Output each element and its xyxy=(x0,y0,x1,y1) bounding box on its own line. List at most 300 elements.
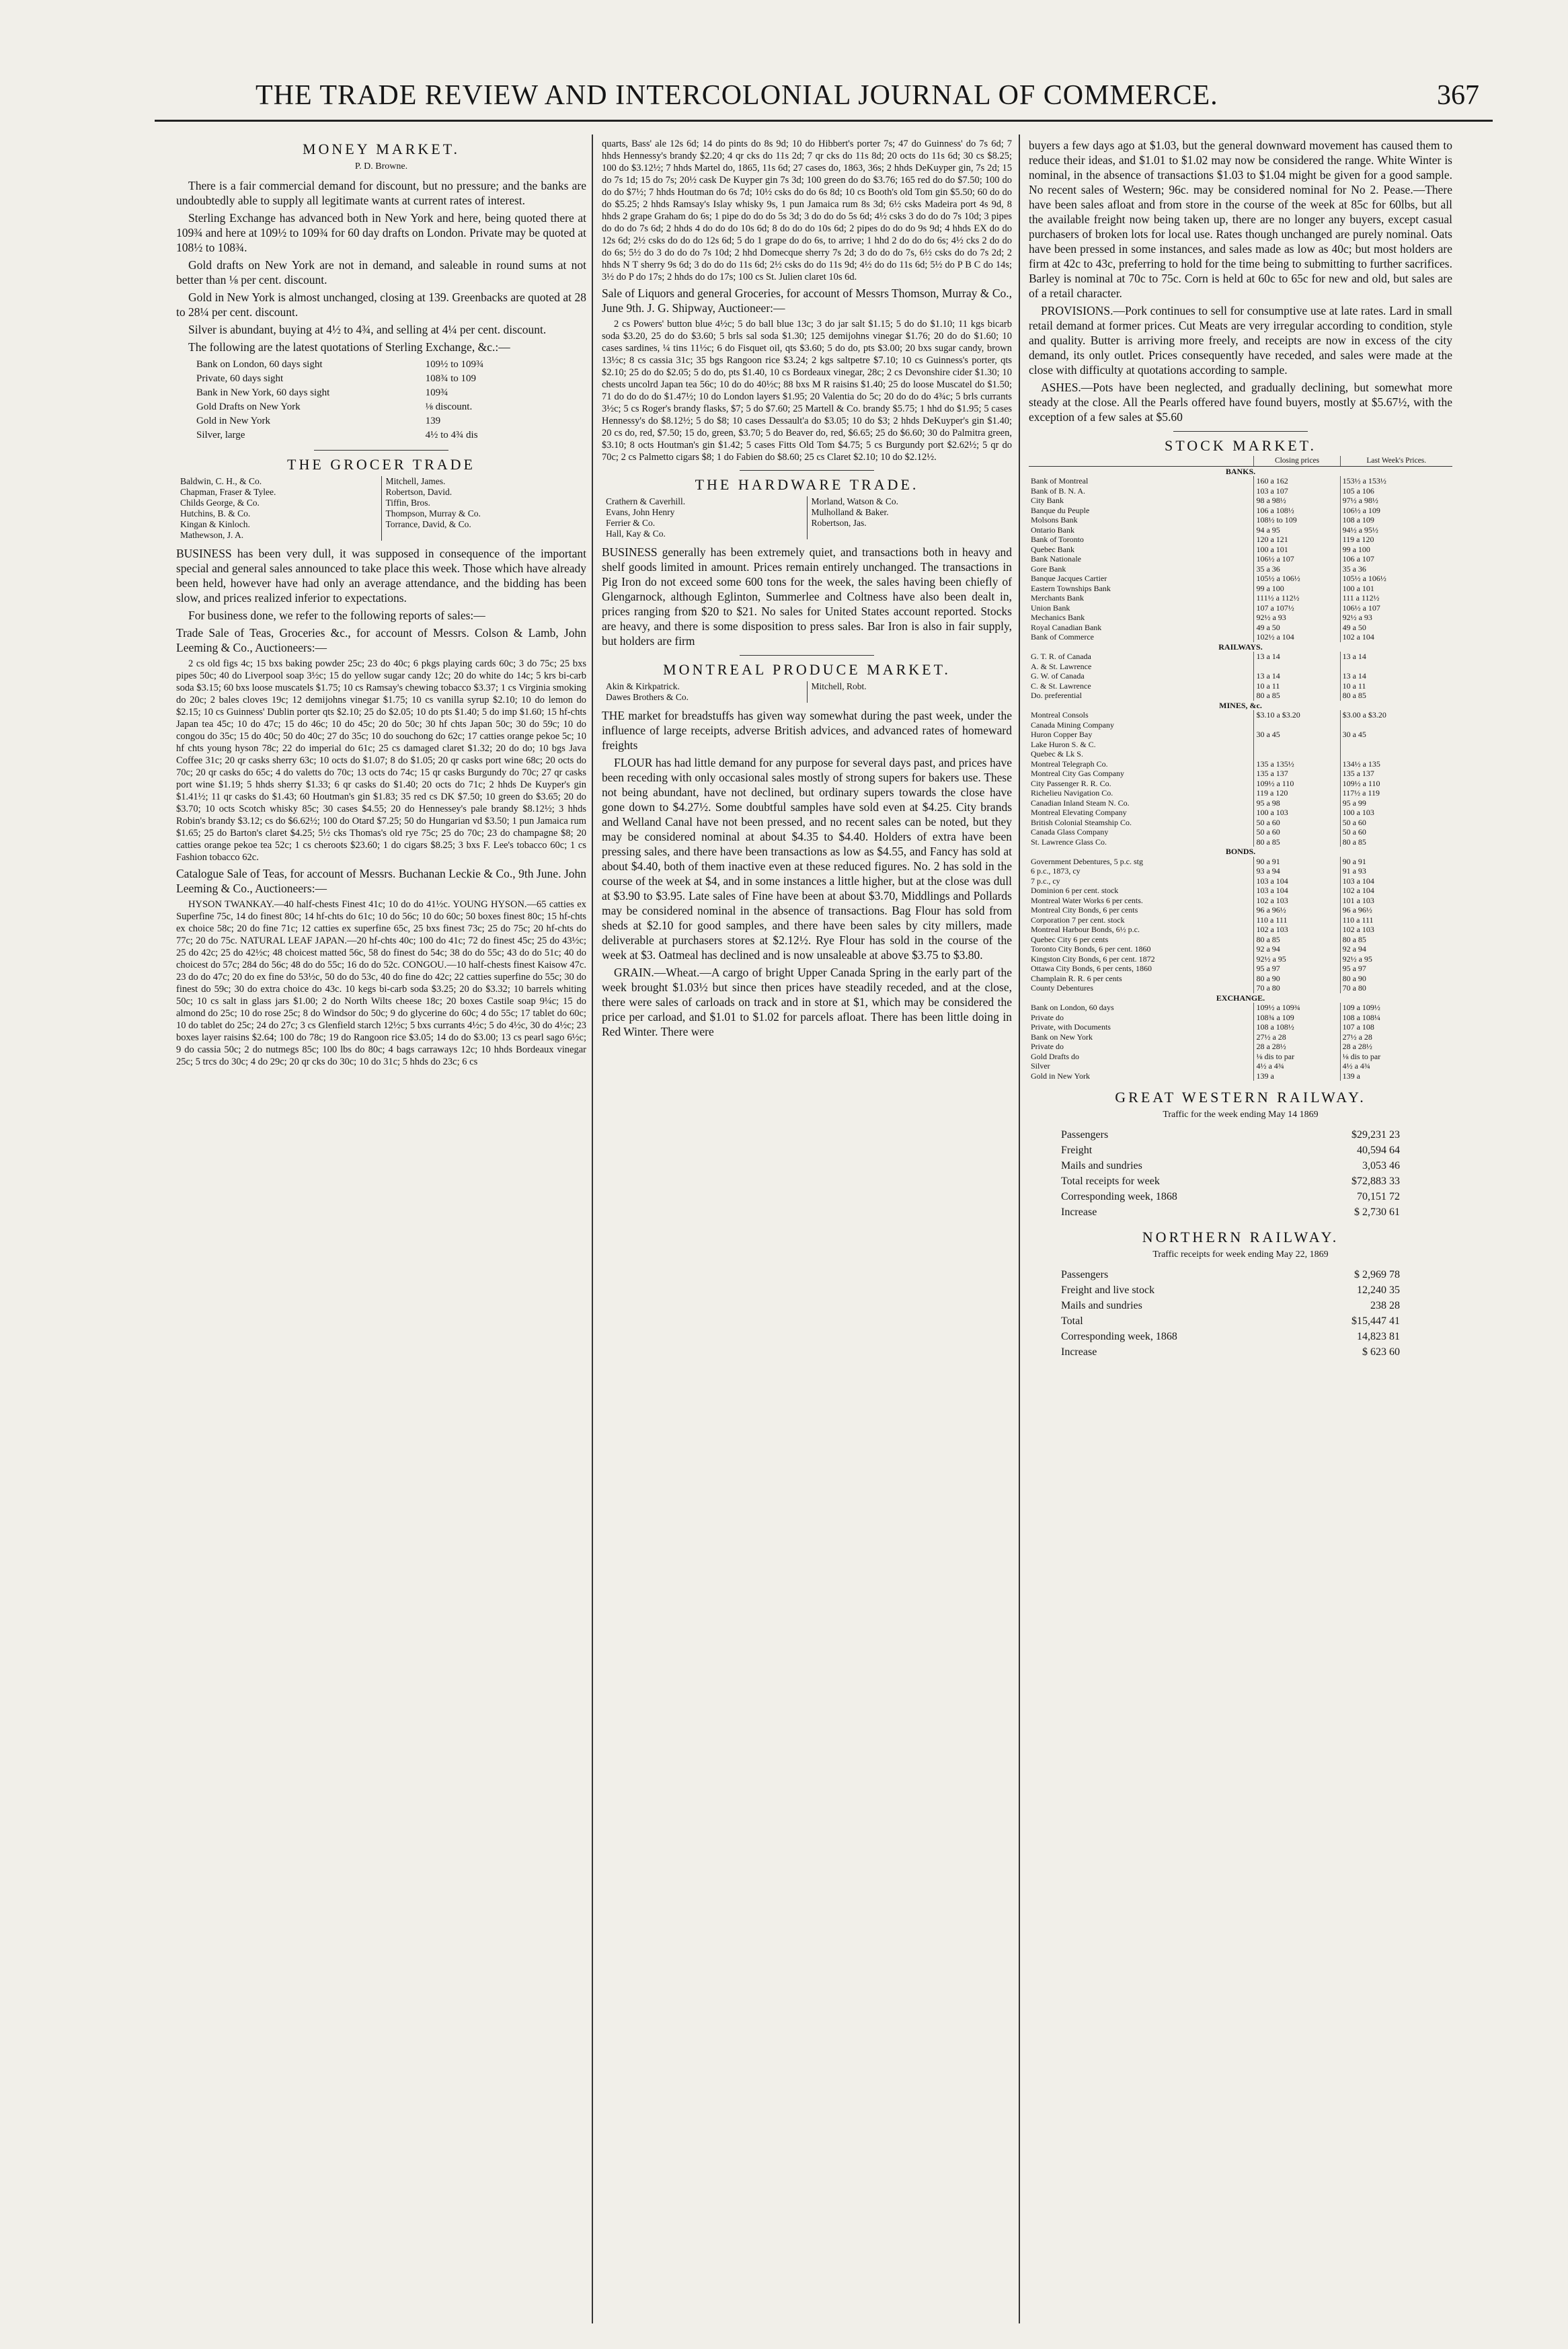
paragraph: GRAIN.—Wheat.—A cargo of bright Upper Canada Spring in the early part of the week brought $1.03½ but since then prices have steadily receded, and at the close, there were sales of carloads on track and in store at $1, which may be considered the price per carload, and $1.01 to $1.02 for parcels afloat. There has been little doing in Red Winter. There were xyxy=(602,966,1012,1038)
stock-name: Private, with Documents xyxy=(1031,1022,1111,1032)
section-divider xyxy=(314,450,448,451)
stock-row xyxy=(1029,593,1452,603)
stock-last: 50 a 60 xyxy=(1340,827,1452,837)
grocer-agents xyxy=(176,476,586,541)
produce-market-heading: MONTREAL PRODUCE MARKET. xyxy=(663,661,951,678)
stock-last: 97½ a 98½ xyxy=(1340,496,1452,506)
stock-last xyxy=(1340,662,1452,672)
stock-last: 119 a 120 xyxy=(1340,535,1452,545)
stock-name: Silver xyxy=(1031,1061,1050,1071)
grocer-trade-heading: THE GROCER TRADE xyxy=(287,456,475,473)
stock-last: 80 a 90 xyxy=(1340,974,1452,984)
stock-last: 106½ a 109 xyxy=(1340,506,1452,516)
stock-name: Lake Huron S. & C. xyxy=(1031,739,1096,749)
stock-closing: 102½ a 104 xyxy=(1254,632,1340,642)
stock-name: Montreal City Gas Company xyxy=(1031,769,1124,778)
stock-last: 13 a 14 xyxy=(1340,652,1452,662)
stock-closing: 160 a 162 xyxy=(1254,476,1340,486)
sale-title: Catalogue Sale of Teas, for account of Messrs. Buchanan Leckie & Co., 9th June. John Leeming & Co., Auctioneers:— xyxy=(176,867,586,895)
stock-closing: 108¾ a 109 xyxy=(1254,1013,1340,1023)
paragraph: BUSINESS generally has been extremely quiet, and transactions both in heavy and shelf goods limited in amount. Prices remain entirely unchanged. The transactions in Pig Iron do not exceed some 600 tons for the week, the sales having been chiefly of Glengarnock, although Eglinton, Summerlee and Coltness have also been dealt in, prices ranging from $20 to $21. No sales for United States account reported. Stocks are heavy, and there is some disposition to press sales. Bar Iron is also in fair supply, but holders are firm xyxy=(602,545,1012,648)
stock-name: Kingston City Bonds, 6 per cent. 1872 xyxy=(1031,954,1155,964)
stock-closing: ⅛ dis to par xyxy=(1254,1052,1340,1062)
stock-row xyxy=(1029,935,1452,945)
stock-row xyxy=(1029,740,1452,750)
sale-body: 2 cs Powers' button blue 4½c; 5 do ball blue 13c; 3 do jar salt $1.15; 5 do do $1.10; 11 kgs bicarb soda $3.20, 25 do do $3.60; 5 brls sal soda $1.30; 125 demijohns vinegar $1.76; 20 do do $1.60; 10 cases sardines, ¼ tins 11½c; 6 do Fisquet oil, qts $3.60; 5 do do, pts $3.00; 20 bxs sugar candy, brown 13½c; 8 cs cassia 31c; 35 bgs Rangoon rice $3.24; 2 kgs saltpetre $7.10; 10 cs Guinness's porter, qts $2.10; 25 do do $2.05; 5 do do, pts $1.40, 10 cs Bordeaux vinegar, 28c; 2 cs Devonshire cider $1.30; 10 chests uncolrd Japan tea 56c; 10 do do 40½c; 88 bxs M R raisins $1.40; 25 do loose Muscatel do $1.50; 71 do do do do $1.47½; 10 do London layers $1.95; 20 Valentia do 5c; 20 do do do 4¾c; 5 brls currants 3½c; 5 cs Roger's brandy flasks, $7; 5 do $7.60; 25 Martell & Co. brandy $5.75; 1 hhd do $1.95; 5 cases Hennessy's do $8.12½; 5 do $8; 10 cases Dessault'a do $3.05; 10 do $3; 2 hhds DeKuyper's gin $1.40; 20 cs do, red, $7.50; 15 do, green, $3.70; 5 do Beaver do, red, $6.65; 25 do $6.60; 30 do Palmitra green, $3.10; 8 octs Houtman's gin $1.42; 5 cases Fitts Old Tom $4.75; 5 cs Burgundy port $2.62½; 5 qr do 70c; 2 cs Palmetto cigars $8; 1 do Fabien do $8.60; 25 cs Claret $2.10; 10 do $2.12½. xyxy=(602,319,1012,463)
stock-last: 108 a 108¼ xyxy=(1340,1013,1452,1023)
gwr-table xyxy=(1056,1126,1405,1221)
stock-section-row: EXCHANGE. xyxy=(1216,993,1265,1003)
stock-name: A. & St. Lawrence xyxy=(1031,661,1092,671)
stock-closing: 103 a 104 xyxy=(1254,876,1340,886)
stock-row xyxy=(1029,1022,1452,1032)
stock-row xyxy=(1029,652,1452,662)
stock-section-row: MINES, &c. xyxy=(1219,700,1262,710)
stock-row xyxy=(1029,779,1452,789)
stock-last: 96 a 96½ xyxy=(1340,905,1452,915)
stock-header-closing: Closing prices xyxy=(1254,456,1340,466)
page-number: 367 xyxy=(1437,80,1479,111)
column-rule xyxy=(592,134,593,2323)
stock-row xyxy=(1029,525,1452,535)
stock-row xyxy=(1029,964,1452,974)
stock-closing: 109½ a 109¾ xyxy=(1254,1003,1340,1013)
stock-closing xyxy=(1254,749,1340,759)
stock-closing: 70 a 80 xyxy=(1254,983,1340,993)
stock-name: Corporation 7 per cent. stock xyxy=(1031,915,1125,925)
stock-last: 108 a 109 xyxy=(1340,515,1452,525)
journal-title: THE TRADE REVIEW AND INTERCOLONIAL JOURNAL OF COMMERCE. xyxy=(256,80,1218,111)
stock-row xyxy=(1029,896,1452,906)
stock-last: 99 a 100 xyxy=(1340,545,1452,555)
stock-row xyxy=(1029,691,1452,701)
stock-name: County Debentures xyxy=(1031,983,1093,993)
stock-last: 92½ a 95 xyxy=(1340,954,1452,964)
stock-closing: 94 a 95 xyxy=(1254,525,1340,535)
stock-closing: 80 a 90 xyxy=(1254,974,1340,984)
paragraph: FLOUR has had little demand for any purpose for several days past, and prices have been receding with only occasional sales mostly of strong supers for bakers use. These not being abundant, have not declined, but ordinary supers towards the close have gone down to $4.27½. Some doubtful samples have sold even at $4.25. City brands and Welland Canal have not been pressed, and no recent sales can be noted, but they may be considered nominal at about $4.35 to $4.40. Holders of extra have been pressing sales, and there have been transactions as low as $4.55, and Fancy has sold at about $4.40, both of them inactive even at these reduced figures. No. 2 has sold in the course of the week at $4, and in some instances a little higher, but at the close was dull at $3.90 to $3.95. Late sales of Fine have been at about $3.70, Middlings and Pollards may be considered nominal in the absence of transactions. Bag Flour has sold from sheds at $2.10 for good samples, and there have been sales by city millers, made deliverable at purchasers stores at $2.12½. Rye Flour has sold in the course of the week at $3. Oatmeal has declined and is now unsaleable at above $3.75 to $3.80. xyxy=(602,756,1012,962)
traffic-row: Corresponding week, 1868 14,823 81 xyxy=(1061,1331,1400,1342)
stock-last: $3.00 a $3.20 xyxy=(1340,710,1452,720)
stock-row xyxy=(1029,886,1452,896)
stock-row xyxy=(1029,584,1452,594)
stock-closing: 28 a 28½ xyxy=(1254,1042,1340,1052)
stock-last: 100 a 103 xyxy=(1340,808,1452,818)
stock-row xyxy=(1029,603,1452,613)
stock-name: Montreal City Bonds, 6 per cents xyxy=(1031,905,1138,915)
stock-last: 102 a 104 xyxy=(1340,632,1452,642)
rate-row: Private, 60 days sight 108¾ to 109 xyxy=(196,373,477,384)
stock-closing: 111½ a 112½ xyxy=(1254,593,1340,603)
stock-name: Do. preferential xyxy=(1031,691,1082,700)
stock-row xyxy=(1029,876,1452,886)
stock-name: 6 p.c., 1873, cy xyxy=(1031,866,1081,876)
stock-row xyxy=(1029,905,1452,915)
stock-closing: 27½ a 28 xyxy=(1254,1032,1340,1042)
stock-closing xyxy=(1254,662,1340,672)
stock-name: Mechanics Bank xyxy=(1031,613,1085,622)
stock-name: Ottawa City Bonds, 6 per cents, 1860 xyxy=(1031,964,1152,973)
stock-last: 110 a 111 xyxy=(1340,915,1452,925)
stock-closing: 99 a 100 xyxy=(1254,584,1340,594)
stock-name: Bank of Commerce xyxy=(1031,632,1094,642)
stock-name: Bank on New York xyxy=(1031,1032,1093,1042)
stock-name: Montreal Harbour Bonds, 6½ p.c. xyxy=(1031,925,1140,934)
money-market-byline: P. D. Browne. xyxy=(354,161,408,171)
stock-last: 49 a 50 xyxy=(1340,623,1452,633)
stock-closing: 139 a xyxy=(1254,1071,1340,1081)
stock-closing: 102 a 103 xyxy=(1254,896,1340,906)
agents-right: Mitchell, James. Robertson, David. Tiffin, Bros. Thompson, Murray & Co. Torrance, David, & Co. xyxy=(381,476,587,541)
stock-name: Royal Canadian Bank xyxy=(1031,622,1102,632)
stock-last: 106 a 107 xyxy=(1340,554,1452,564)
paragraph: buyers a few days ago at $1.03, but the general downward movement has caused them to reduce their ideas, and $1.01 to $1.02 may now be considered the range. White Winter is nominal, in the absence of transactions $1.03 to $1.04 might be given for a good sample. No recent sales of Western; 96c. may be considered nominal for No 2. Pease.—There have been sales afloat and from store in the course of the week at 85c for 60lbs, but all the available freight now being taken up, there are no longer any buyers, except casual purchasers of broken lots for local use. Rates though unchanged are purely nominal. Oats have been pressed in some instances, and sales made as low as 40c; but most holders are firm at 42c to 43c, preferring to hold for the time being to submitting to further sacrifices. Barley is nominal at 70c to 75c. Corn is held at 60c to 65c for new and old, but sales are of a retail character. xyxy=(1029,139,1452,300)
stock-row xyxy=(1029,954,1452,964)
stock-name: Huron Copper Bay xyxy=(1031,730,1093,739)
stock-last: 50 a 60 xyxy=(1340,818,1452,828)
agents-left: Crathern & Caverhill. Evans, John Henry Ferrier & Co. Hall, Kay & Co. xyxy=(606,496,686,539)
stock-last xyxy=(1340,749,1452,759)
stock-row xyxy=(1029,662,1452,672)
stock-row xyxy=(1029,506,1452,516)
stock-last: 153½ a 153½ xyxy=(1340,476,1452,486)
stock-closing: 49 a 50 xyxy=(1254,623,1340,633)
money-market-heading: MONEY MARKET. xyxy=(302,141,461,157)
stock-closing: 90 a 91 xyxy=(1254,857,1340,867)
stock-closing: 50 a 60 xyxy=(1254,827,1340,837)
gwr-heading: GREAT WESTERN RAILWAY. xyxy=(1115,1089,1366,1106)
page-header xyxy=(155,79,1493,122)
stock-closing: 103 a 107 xyxy=(1254,486,1340,496)
stock-row xyxy=(1029,535,1452,545)
hardware-agents xyxy=(602,496,1012,539)
stock-name: Gold in New York xyxy=(1031,1071,1091,1081)
stock-closing: 110 a 111 xyxy=(1254,915,1340,925)
stock-row xyxy=(1029,925,1452,935)
sale-body: 2 cs old figs 4c; 15 bxs baking powder 25c; 23 do 40c; 6 pkgs playing cards 60c; 3 do 75c; 25 bxs pipes 50c; 40 do Liverpool soap 3½c; 15 do yellow sugar candy 12c; 20 do white do 14c; 5 krs bi-carb soda $3.15; 60 bxs loose muscatels $1.75; 10 cs Ramsay's chewing tobacco $3.37; 1 cs Virginia smoking do 20c; 2 bales cloves 19c; 12 demijohns vinegar $1.75; 10 cs vanilla syrup $2.10; 10 do lemon do $2.15; 10 cs Guinness' Dublin porter qts $2.10; 25 do $2.05; 10 do pts $1.40; 5 do imp $1.60; 15 hf-chts Japan tea 45c; 10 do 47c; 15 do 46c; 10 do 45c; 20 do 50c; 30 hf chts Japan 50c; 30 do 59c; 10 do congou do 35c; 15 do 40c; 50 do 40c; 27 do 35c; 10 do souchong do 62c; 17 catties orange pekoe 5c; 10 hf chts young hyson 78c; 22 do imperial do 61c; 25 cs damaged claret $1.32; 20 do do; 10 bgs Java Coffee 31c; 20 qr casks sherry 63c; 10 octs do $1.07; 8 do $1.05; 20 qr casks port wine 68c; 20 octs do 70c; 20 qr casks do 65c; 4 do valetts do 70c; 13 octs do 74c; 15 qr casks Burgundy do 70c; 27 qr casks port wine $1.19; 5 hhds sherry $1.33; 6 qr casks do $1.40; 20 octs do 71c; 2 hhds De Kuyper's gin $1.41½; 11 qr casks do $1.43; 60 Houtman's gin $1.83; 35 red cs DK $7.50; 10 green do $3.65; 20 do $3.70; 10 octs Scotch whisky 85c; 30 cases $4.55; 20 do Hennessey's pale brandy $8.12½; 3 hhds Robin's brandy $3.12; cs do $6.62½; 100 do Otard $7.25; 50 do Hungarian vd $3.50; 1 pun Jamaica rum $1.65; 25 do Barton's claret $4.25; 5½ cks Thomas's old rye 75c; 25 do 70c; 23 do champagne $8; 20 catties orange pekoe tea 52c; 1 cs cheroots $23.60; 1 do cigars $8.25; 3 bxs F. Lee's tobacco 60c; 1 cs Fashion tobacco 62c. xyxy=(176,658,586,863)
paragraph: Gold drafts on New York are not in demand, and saleable in round sums at not better than ⅛ per cent. discount. xyxy=(176,258,586,286)
stock-name: Richelieu Navigation Co. xyxy=(1031,788,1113,798)
agents-right: Mitchell, Robt. xyxy=(807,681,1013,703)
stock-row xyxy=(1029,710,1452,720)
stock-last: 80 a 85 xyxy=(1340,935,1452,945)
traffic-row: Total receipts for week $72,883 33 xyxy=(1061,1176,1400,1187)
stock-closing: 135 a 137 xyxy=(1254,769,1340,779)
stock-row xyxy=(1029,1032,1452,1042)
column-1 xyxy=(176,138,586,1071)
sale-body: HYSON TWANKAY.—40 half-chests Finest 41c; 10 do do 41½c. YOUNG HYSON.—65 catties ex Superfine 75c, 14 do finest 80c; 14 hf-chts do 61c; 10 do 56c; 10 do 60c; 50 boxes finest 80c; 15 hf-chts ex choice 58c; 20 do fine 71c; 12 catties ex superfine 65c, 25 bxs finest 73c; 25 do 75c; 20 hf-chts do 77c; 20 do 75c. NATURAL LEAF JAPAN.—20 hf-chts 40c; 100 do 41c; 72 do finest 45c; 25 do 43½c; 25 do 42c; 25 do 42½c; 48 choicest matted 56c, 58 do finest do 54c; 38 do do 55c; 43 do do 51c; 40 do choicest do 57c; 284 do 56c; 48 do do 55c; 16 do do 52c. CONGOU.—10 half-chests finest Kaisow 47c. 23 do do 47c; 20 do ex fine do 53½c, 50 do do 53c, 40 do fine do 42c; 22 catties superfine do 55c; 30 do finest do 59c; 30 do extra choice do 43c. 10 kegs bi-carb soda $3.25; 20 do $3.32; 10 barrels whiting 50c; 10 cs salt in glass jars $1.00; 2 do North Wilts cheese 18c; 20 boxes Castile soap 9¼c; 15 do almond do 25c; 10 do rose 25c; 8 do Windsor do 50c; 9 do glycerine do 60c; 4 do 55c; 17 tablet do 60c; 10 do tablet do 25c; 24 do 27c; 3 cs Glenfield starch 12½c; 5 bxs currants 4½c; 5 do 4½c, 30 do 4½c; 23 boxes layer raisins $2.64; 100 do 78c; 19 do Rangoon rice $3.05; 14 do do $3.00; 13 cs pearl sago 6½c; 9 do cassia 50c; 2 do nutmegs 85c; 100 lbs do 80c; 4 bags carraways 12c; 10 hhds Bordeaux vinegar 25c; 5 trcs do 30c; 4 do 29c; 20 qr cks do 30c; 10 do 31c; 5 hhds do 23c; 6 cs xyxy=(176,899,586,1067)
sale-title: Sale of Liquors and general Groceries, for account of Messrs Thomson, Murray & Co., June 9th. J. G. Shipway, Auctioneer:— xyxy=(602,286,1012,315)
stock-closing: 135 a 135½ xyxy=(1254,759,1340,769)
produce-agents xyxy=(602,681,1012,703)
stock-closing: 120 a 121 xyxy=(1254,535,1340,545)
stock-closing: 106½ a 107 xyxy=(1254,554,1340,564)
stock-row xyxy=(1029,681,1452,691)
stock-row xyxy=(1029,671,1452,681)
stock-row xyxy=(1029,818,1452,828)
stock-row xyxy=(1029,730,1452,740)
stock-closing: 108½ to 109 xyxy=(1254,515,1340,525)
stock-last: 80 a 85 xyxy=(1340,837,1452,847)
stock-closing: 35 a 36 xyxy=(1254,564,1340,574)
paragraph: BUSINESS has been very dull, it was supposed in consequence of the important special and general sales announced to take place this week. Those which have already been held, however have had only an average attendance, and the bidding has been slow, and prices realized inferior to expectations. xyxy=(176,547,586,605)
stock-name: Montreal Consols xyxy=(1031,710,1089,720)
stock-last: 103 a 104 xyxy=(1340,876,1452,886)
traffic-row: Total $15,447 41 xyxy=(1061,1315,1400,1327)
traffic-row: Passengers $ 2,969 78 xyxy=(1061,1269,1400,1280)
rate-row: Bank in New York, 60 days sight 109¾ xyxy=(196,387,448,398)
stock-name: Private do xyxy=(1031,1042,1064,1051)
stock-last: 30 a 45 xyxy=(1340,730,1452,740)
stock-row xyxy=(1029,564,1452,574)
stock-row xyxy=(1029,857,1452,867)
stock-last: 4½ a 4¾ xyxy=(1340,1061,1452,1071)
stock-last: 100 a 101 xyxy=(1340,584,1452,594)
stock-last: 102 a 103 xyxy=(1340,925,1452,935)
paragraph: There is a fair commercial demand for discount, but no pressure; and the banks are undoubtedly able to supply all legitimate wants at current rates of interest. xyxy=(176,179,586,207)
stock-row xyxy=(1029,545,1452,555)
paragraph: PROVISIONS.—Pork continues to sell for consumptive use at late rates. Lard in small retail demand at former prices. Cut Meats are very irregular according to condition, style and quality. Butter is arriving more freely, and receipts are now in excess of the city demand, its only outlet. Prices consequently have receded, and sales were made at the close with difficulty at quotations according to sample. xyxy=(1029,304,1452,377)
traffic-row: Freight 40,594 64 xyxy=(1061,1145,1400,1156)
stock-name: Eastern Townships Bank xyxy=(1031,583,1111,593)
stock-row xyxy=(1029,515,1452,525)
stock-closing: 13 a 14 xyxy=(1254,652,1340,662)
stock-last: 106½ a 107 xyxy=(1340,603,1452,613)
stock-row xyxy=(1029,632,1452,642)
stock-name: Gold Drafts do xyxy=(1031,1051,1079,1061)
stock-last: 90 a 91 xyxy=(1340,857,1452,867)
stock-last: 95 a 97 xyxy=(1340,964,1452,974)
traffic-row: Increase $ 623 60 xyxy=(1061,1346,1400,1358)
northern-heading: NORTHERN RAILWAY. xyxy=(1142,1229,1339,1245)
stock-row xyxy=(1029,720,1452,730)
stock-row xyxy=(1029,974,1452,984)
stock-closing: 108 a 108½ xyxy=(1254,1022,1340,1032)
rate-row: Gold Drafts on New York ⅛ discount. xyxy=(196,401,473,412)
stock-row xyxy=(1029,759,1452,769)
stock-section-row: BANKS. xyxy=(1225,466,1256,476)
stock-closing xyxy=(1254,740,1340,750)
stock-header-last: Last Week's Prices. xyxy=(1340,456,1452,466)
stock-row xyxy=(1029,476,1452,486)
stock-closing: 10 a 11 xyxy=(1254,681,1340,691)
traffic-row: Mails and sundries 238 28 xyxy=(1061,1300,1400,1311)
stock-closing: 95 a 98 xyxy=(1254,798,1340,808)
stock-last xyxy=(1340,720,1452,730)
stock-name: Quebec Bank xyxy=(1031,544,1074,554)
stock-last: 27½ a 28 xyxy=(1340,1032,1452,1042)
stock-closing: 30 a 45 xyxy=(1254,730,1340,740)
stock-closing: 106 a 108½ xyxy=(1254,506,1340,516)
stock-name: Toronto City Bonds, 6 per cent. 1860 xyxy=(1031,944,1151,954)
stock-name: Canadian Inland Steam N. Co. xyxy=(1031,798,1130,808)
stock-name: Canada Mining Company xyxy=(1031,720,1114,730)
stock-name: Montreal Water Works 6 per cents. xyxy=(1031,895,1143,905)
stock-last: 92 a 94 xyxy=(1340,944,1452,954)
stock-last: 35 a 36 xyxy=(1340,564,1452,574)
exchange-rates-table xyxy=(192,357,528,443)
traffic-row: Freight and live stock 12,240 35 xyxy=(1061,1284,1400,1296)
stock-last: 134½ a 135 xyxy=(1340,759,1452,769)
stock-last: 101 a 103 xyxy=(1340,896,1452,906)
stock-last: ⅛ dis to par xyxy=(1340,1052,1452,1062)
stock-last: 105½ a 106½ xyxy=(1340,574,1452,584)
stock-name: G. W. of Canada xyxy=(1031,671,1085,681)
stock-closing: 109½ a 110 xyxy=(1254,779,1340,789)
stock-name: Canada Glass Company xyxy=(1031,827,1109,837)
rate-row: Gold in New York 139 xyxy=(196,416,441,426)
agents-right: Morland, Watson & Co. Mulholland & Baker. Robertson, Jas. xyxy=(807,496,1013,539)
stock-row xyxy=(1029,496,1452,506)
stock-row xyxy=(1029,866,1452,876)
stock-closing: 93 a 94 xyxy=(1254,866,1340,876)
stock-last: 109 a 109½ xyxy=(1340,1003,1452,1013)
stock-row xyxy=(1029,574,1452,584)
stock-closing: 119 a 120 xyxy=(1254,788,1340,798)
stock-closing: 4½ a 4¾ xyxy=(1254,1061,1340,1071)
stock-row xyxy=(1029,749,1452,759)
hardware-trade-heading: THE HARDWARE TRADE. xyxy=(695,476,919,493)
stock-row xyxy=(1029,1071,1452,1081)
stock-row xyxy=(1029,1003,1452,1013)
stock-name: Bank of B. N. A. xyxy=(1031,486,1085,496)
stock-row xyxy=(1029,623,1452,633)
stock-name: Quebec City 6 per cents xyxy=(1031,934,1109,944)
stock-name: Montreal Telegraph Co. xyxy=(1031,759,1108,769)
stock-closing xyxy=(1254,720,1340,730)
stock-closing: 95 a 97 xyxy=(1254,964,1340,974)
stock-name: Gore Bank xyxy=(1031,564,1066,574)
stock-last: 107 a 108 xyxy=(1340,1022,1452,1032)
stock-name: Banque du Peuple xyxy=(1031,505,1090,515)
sale-body: quarts, Bass' ale 12s 6d; 14 do pints do 8s 9d; 10 do Hibbert's porter 7s; 47 do Guinness' do 7s 6d; 7 hhds Hennessy's brandy $2.20; 4 qr cks do 11s 2d; 7 qr cks do 11s 8d; 20 octs do 11s 6d; 30 cs $8.25; 100 do $3.12½; 7 hhds Martel do, 1865, 11s 6d; 27 cases do, 1863, 36s; 2 hhds DeKuyper gin, 7s 2d; 15 do 7s 1d; 15 do 7s; 20½ cask De Kuyper gin 7s 3d; 100 green do do $3.76; 165 red do do $7.50; 100 do do do $7½; 7 hhds Houtman do 6s 7d; 10½ csks do do 6s 8d; 10 cs Booth's old Tom gin $5.50; 60 do do do $5.25; 2 hhds Ramsay's Islay whisky 9s, 1 pun Jamaica rum 8s 3d; 6½ csks Madeira port 4s 9d, 8 hhds 2 grape Graham do 6s; 1 pipe do do do 5s 3d; 3 do do do 5s 6d; 4½ csks 3 do do do 7s 10d; 3 pipes do do do 7s 6d; 2 hhds 4 do do do 10s 6d; 8 do do do 10s 6d; 2 pipes do do do 9s 9d; 4 hhds EX do do 12s 6d; 2½ csks do do do 12s 6d; 5 do 1 grape do do 6s, to arrive; 1 hhd 2 do do do 6s; 4½ cks 2 do do do 6s; 5½ do 3 do do do 7s 10d; 2 hhd Domecque sherry 7s 2d; 3 do do do 7s, 6½ csks do do 7s 2d; 2 hhds N T sherry 9s 6d; 3 do do do 11s 6d; 2½ csks do do 11s 9d; 4½ do do 11s 6d; 5½ do P B C do 14s; 3½ do P do 17s; 2 hhds do do 17s; 100 cs St. Julien claret 10s 6d. xyxy=(602,139,1012,282)
stock-closing: 105½ a 106½ xyxy=(1254,574,1340,584)
stock-last: 70 a 80 xyxy=(1340,983,1452,993)
stock-last: 102 a 104 xyxy=(1340,886,1452,896)
stock-row xyxy=(1029,808,1452,818)
stock-last: 117½ a 119 xyxy=(1340,788,1452,798)
stock-name: Bank of Montreal xyxy=(1031,476,1089,486)
agents-left: Akin & Kirkpatrick. Dawes Brothers & Co. xyxy=(606,681,689,702)
stock-row xyxy=(1029,1052,1452,1062)
stock-name: British Colonial Steamship Co. xyxy=(1031,817,1132,827)
stock-section-row: BONDS. xyxy=(1225,847,1256,856)
stock-row xyxy=(1029,486,1452,496)
stock-closing: 100 a 103 xyxy=(1254,808,1340,818)
stock-closing: 107 a 107½ xyxy=(1254,603,1340,613)
stock-name: 7 p.c., cy xyxy=(1031,876,1060,886)
stock-name: Banque Jacques Cartier xyxy=(1031,574,1107,583)
stock-name: Union Bank xyxy=(1031,603,1070,613)
stock-closing: 103 a 104 xyxy=(1254,886,1340,896)
traffic-row: Passengers $29,231 23 xyxy=(1061,1129,1400,1141)
gwr-subtitle: Traffic for the week ending May 14 1869 xyxy=(1163,1110,1319,1120)
stock-last: 10 a 11 xyxy=(1340,681,1452,691)
stock-closing: 92 a 94 xyxy=(1254,944,1340,954)
stock-closing: 102 a 103 xyxy=(1254,925,1340,935)
stock-row xyxy=(1029,788,1452,798)
stock-closing: 80 a 85 xyxy=(1254,935,1340,945)
stock-row xyxy=(1029,827,1452,837)
stock-name: Montreal Elevating Company xyxy=(1031,808,1127,817)
column-2 xyxy=(602,138,1012,1042)
rate-row: Silver, large 4½ to 4¾ dis xyxy=(196,430,478,440)
stock-closing: 80 a 85 xyxy=(1254,837,1340,847)
stock-name: Ontario Bank xyxy=(1031,525,1074,535)
stock-closing: 13 a 14 xyxy=(1254,671,1340,681)
stock-last: 139 a xyxy=(1340,1071,1452,1081)
paragraph: THE market for breadstuffs has given way somewhat during the past week, under the influence of large receipts, adverse British advices, and advanced rates of homeward freights xyxy=(602,709,1012,752)
stock-name: Private do xyxy=(1031,1012,1064,1022)
stock-name: Government Debentures, 5 p.c. stg xyxy=(1031,856,1143,866)
stock-name: St. Lawrence Glass Co. xyxy=(1031,837,1107,847)
stock-name: City Bank xyxy=(1031,496,1064,505)
paragraph: The following are the latest quotations of Sterling Exchange, &c.:— xyxy=(188,340,510,354)
stock-row xyxy=(1029,1013,1452,1023)
paragraph: For business done, we refer to the following reports of sales:— xyxy=(188,609,485,622)
stock-name: C. & St. Lawrence xyxy=(1031,681,1091,691)
stock-last: 95 a 99 xyxy=(1340,798,1452,808)
rate-row: Bank on London, 60 days sight 109½ to 109¾ xyxy=(196,359,484,370)
paragraph: Sterling Exchange has advanced both in New York and here, being quoted there at 109¾ and here at 109½ to 109¾ for 60 day drafts on London. Private may be quoted at 108½ to 108¾. xyxy=(176,211,586,254)
stock-row xyxy=(1029,983,1452,993)
stock-closing: 96 a 96½ xyxy=(1254,905,1340,915)
traffic-row: Corresponding week, 1868 70,151 72 xyxy=(1061,1191,1400,1202)
paragraph: Gold in New York is almost unchanged, closing at 139. Greenbacks are quoted at 28 to 28¼ per cent. discount. xyxy=(176,291,586,319)
stock-name: Bank Nationale xyxy=(1031,554,1081,564)
stock-name: Dominion 6 per cent. stock xyxy=(1031,886,1119,895)
column-3 xyxy=(1029,138,1452,1360)
stock-name: Molsons Bank xyxy=(1031,515,1078,525)
stock-table xyxy=(1029,456,1452,1081)
stock-row xyxy=(1029,554,1452,564)
stock-closing: 50 a 60 xyxy=(1254,818,1340,828)
stock-header-name xyxy=(1029,456,1254,466)
northern-table xyxy=(1056,1266,1405,1360)
stock-last: 92½ a 93 xyxy=(1340,613,1452,623)
stock-closing: 92½ a 93 xyxy=(1254,613,1340,623)
stock-name: City Passenger R. R. Co. xyxy=(1031,778,1111,788)
stock-closing: $3.10 a $3.20 xyxy=(1254,710,1340,720)
stock-last: 91 a 93 xyxy=(1340,866,1452,876)
traffic-row: Mails and sundries 3,053 46 xyxy=(1061,1160,1400,1171)
stock-last: 80 a 85 xyxy=(1340,691,1452,701)
agents-left: Baldwin, C. H., & Co. Chapman, Fraser & Tylee. Childs George, & Co. Hutchins, B. & Co. Kingan & Kinloch. Mathewson, J. A. xyxy=(180,476,276,540)
traffic-row: Increase $ 2,730 61 xyxy=(1061,1206,1400,1218)
stock-row xyxy=(1029,798,1452,808)
northern-subtitle: Traffic receipts for week ending May 22, 1869 xyxy=(1152,1249,1329,1260)
stock-name: G. T. R. of Canada xyxy=(1031,652,1091,661)
stock-last: 13 a 14 xyxy=(1340,671,1452,681)
stock-market-heading: STOCK MARKET. xyxy=(1165,437,1317,454)
stock-name: Merchants Bank xyxy=(1031,593,1084,603)
stock-last: 109½ a 110 xyxy=(1340,779,1452,789)
stock-last: 28 a 28½ xyxy=(1340,1042,1452,1052)
stock-name: Champlain R. R. 6 per cents xyxy=(1031,973,1122,983)
stock-last: 105 a 106 xyxy=(1340,486,1452,496)
stock-last: 111 a 112½ xyxy=(1340,593,1452,603)
stock-last: 135 a 137 xyxy=(1340,769,1452,779)
stock-row xyxy=(1029,1061,1452,1071)
stock-closing: 98 a 98½ xyxy=(1254,496,1340,506)
section-divider xyxy=(1173,431,1308,432)
stock-last xyxy=(1340,740,1452,750)
stock-closing: 80 a 85 xyxy=(1254,691,1340,701)
stock-name: Bank of Toronto xyxy=(1031,535,1084,544)
section-divider xyxy=(740,470,874,471)
paragraph: Silver is abundant, buying at 4½ to 4¾, and selling at 4¼ per cent. discount. xyxy=(188,323,547,336)
stock-name: Quebec & Lk S. xyxy=(1031,749,1083,759)
